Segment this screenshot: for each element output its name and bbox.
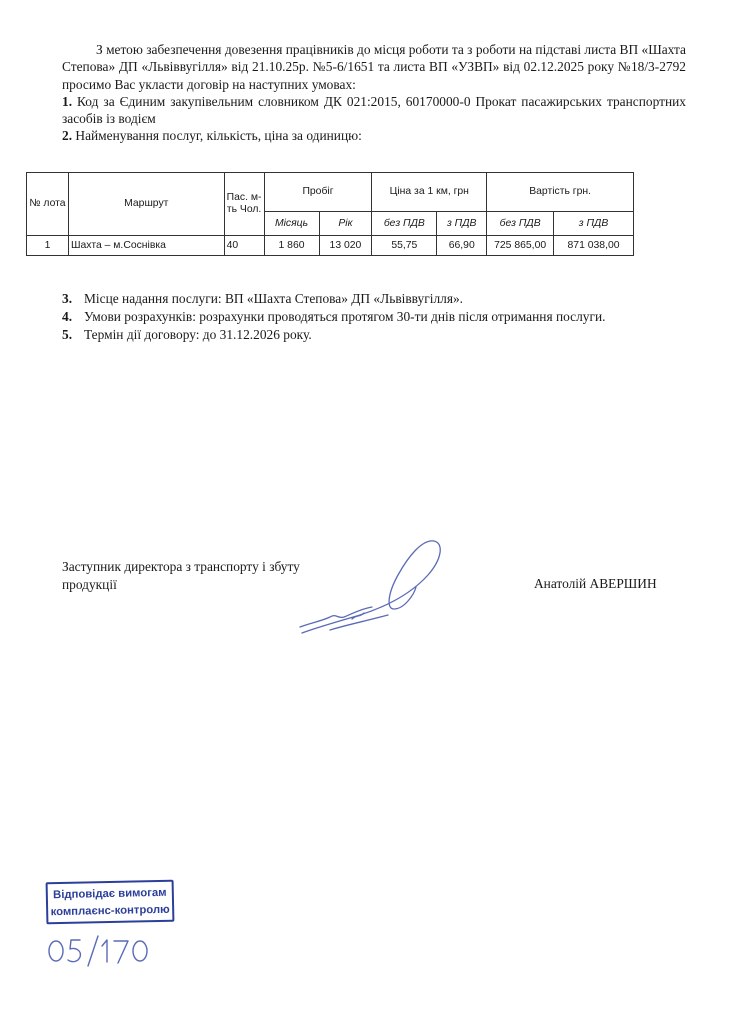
signatory-name: Анатолій АВЕРШИН [534,576,657,591]
subheader-cost-vat: з ПДВ [554,212,634,236]
cell-month: 1 860 [264,236,319,256]
cell-cost-vat: 871 038,00 [554,236,634,256]
item-1-number: 1. [62,93,73,109]
item-2-text: Найменування послуг, кількість, ціна за одиницю: [75,128,362,144]
cell-capacity: 40 [224,236,264,256]
stamp-line-1: Відповідає вимогам [52,886,167,902]
list-item [62,308,702,326]
header-mileage: Пробіг [264,173,372,212]
table-header-row [27,173,634,212]
signatory-position: Заступник директора з транспорту і збуту продукції [62,559,300,592]
stamp-line-2: комплаєнс-контролю [50,903,170,919]
cell-price-vat: 66,90 [437,236,487,256]
term-number: 4. [62,309,73,324]
header-price-per-km: Ціна за 1 км, грн [372,173,487,212]
item-1-text: Код за Єдиним закупівельним словником ДК 021:2015, 60170000-0 Прокат пасажирських транспортних засобів із водієм [62,93,686,127]
subheader-year: Рік [319,212,372,236]
list-item [62,290,702,308]
term-text: Місце надання послуги: ВП «Шахта Степова» ДП «Львіввугілля». [84,291,464,306]
cell-lot: 1 [27,236,69,256]
letter-body [62,41,686,145]
cell-cost-no-vat: 725 865,00 [487,236,554,256]
item-1 [62,93,686,128]
cell-route: Шахта – м.Соснівка [68,236,224,256]
subheader-price-vat: з ПДВ [437,212,487,236]
header-cost: Вартість грн. [487,173,634,212]
terms-list [62,290,702,344]
header-capacity: Пас. м-ть Чол. [224,173,264,236]
table-row [27,236,634,256]
term-text: Термін дії договору: до 31.12.2026 року. [84,327,312,342]
intro-paragraph: З метою забезпечення довезення працівників до місця роботи та з роботи на підставі листа ВП «Шахта Степова» ДП «Львіввугілля» від 21.10.25р. №5-6/1651 та листа ВП «УЗВП» від 02.12.2025 року №18/3-2792 просимо Вас укласти договір на наступних умовах: [62,42,686,92]
subheader-cost-no-vat: без ПДВ [487,212,554,236]
cell-year: 13 020 [319,236,372,256]
header-route: Маршрут [68,173,224,236]
subheader-price-no-vat: без ПДВ [372,212,437,236]
term-text: Умови розрахунків: розрахунки проводяться протягом 30-ти днів після отримання послуги. [84,309,606,324]
compliance-stamp [46,880,175,925]
item-2 [62,127,686,144]
services-table [26,172,634,256]
list-item [62,326,702,344]
term-number: 5. [62,327,73,342]
item-2-number: 2. [62,128,73,144]
handwritten-note [44,932,154,968]
term-number: 3. [62,291,73,306]
cell-price-no-vat: 55,75 [372,236,437,256]
handwritten-signature [290,535,450,640]
header-lot: № лота [27,173,69,236]
subheader-month: Місяць [264,212,319,236]
